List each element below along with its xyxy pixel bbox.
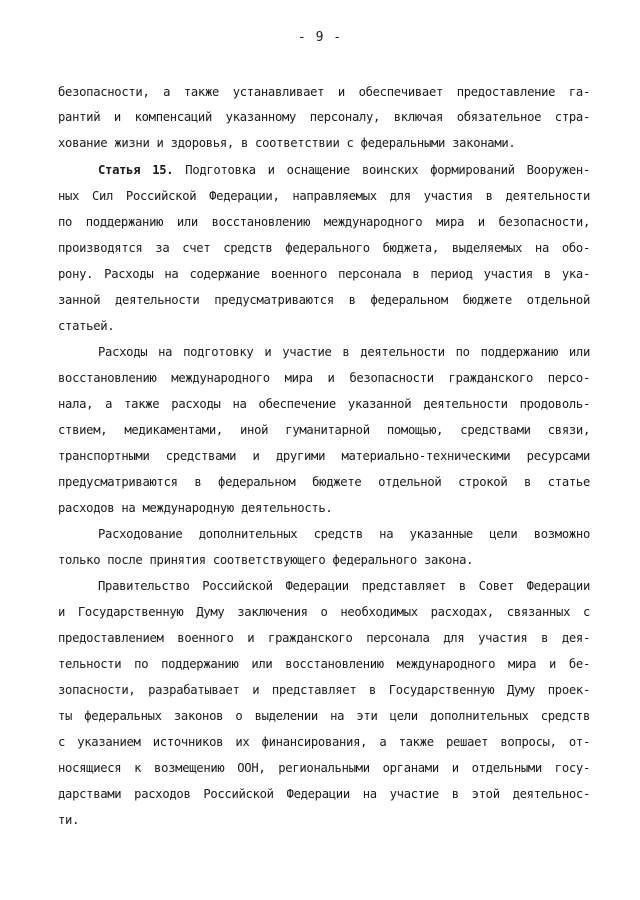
text-line: расходов на международную деятельность. xyxy=(58,501,333,515)
text-line: только после принятия соответствующего федерального закона. xyxy=(58,553,474,567)
text-line: рантий и компенсаций указанному персоналу, включая обязательное стра- xyxy=(58,110,590,124)
text-line: безопасности, а также устанавливает и обеспечивает предоставление га- xyxy=(58,85,590,99)
text-line: дарствами расходов Российской Федерации на участие в этой деятельнос- xyxy=(58,787,590,801)
text-line: Расходование дополнительных средств на указанные цели возможно xyxy=(98,527,590,541)
text-line: Расходы на подготовку и участие в деятельности по поддержанию или xyxy=(98,345,590,359)
text-line: ствием, медикаментами, иной гуманитарной помощью, средствами связи, xyxy=(58,423,590,437)
text-line: ти. xyxy=(58,813,80,827)
text-line: по поддержанию или восстановлению международного мира и безопасности, xyxy=(58,215,590,229)
article-heading-line xyxy=(98,161,590,179)
text-line: транспортными средствами и другими материально-техническими ресурсами xyxy=(58,449,590,463)
text-line: занной деятельности предусматриваются в федеральном бюджете отдельной xyxy=(58,293,590,307)
text-line: нала, а также расходы на обеспечение указанной деятельности продоволь- xyxy=(58,397,590,411)
text-line: восстановлению международного мира и безопасности гражданского персо- xyxy=(58,371,590,385)
text-line: ных Сил Российской Федерации, направляемых для участия в деятельности xyxy=(58,189,590,203)
article-label: Статья 15. xyxy=(98,163,174,177)
page-number: - 9 - xyxy=(297,30,343,45)
text-line: предоставлением военного и гражданского персонала для участия в дея- xyxy=(58,631,590,645)
text-line: производятся за счет средств федерального бюджета, выделяемых на обо- xyxy=(58,241,590,255)
text-line: зопасности, разрабатывает и представляет в Государственную Думу проек- xyxy=(58,683,590,697)
text-line: и Государственную Думу заключения о необходимых расходах, связанных с xyxy=(58,605,590,619)
text-segment: Подготовка и оснащение воинских формирований Вооружен- xyxy=(173,163,590,177)
text-line: предусматриваются в федеральном бюджете отдельной строкой в статье xyxy=(58,475,590,489)
text-line: рону. Расходы на содержание военного персонала в период участия в ука- xyxy=(58,267,590,281)
text-line: хование жизни и здоровья, в соответствии с федеральными законами. xyxy=(58,136,516,150)
text-line: тельности по поддержанию или восстановлению международного мира и бе- xyxy=(58,657,590,671)
text-line: Правительство Российской Федерации представляет в Совет Федерации xyxy=(98,579,590,593)
text-line: статьей. xyxy=(58,319,115,333)
text-line: с указанием источников их финансирования, а также решает вопросы, от- xyxy=(58,735,590,749)
text-line: носящиеся к возмещению ООН, региональными органами и отдельными госу- xyxy=(58,761,590,775)
text-line: ты федеральных законов о выделении на эти цели дополнительных средств xyxy=(58,709,590,723)
